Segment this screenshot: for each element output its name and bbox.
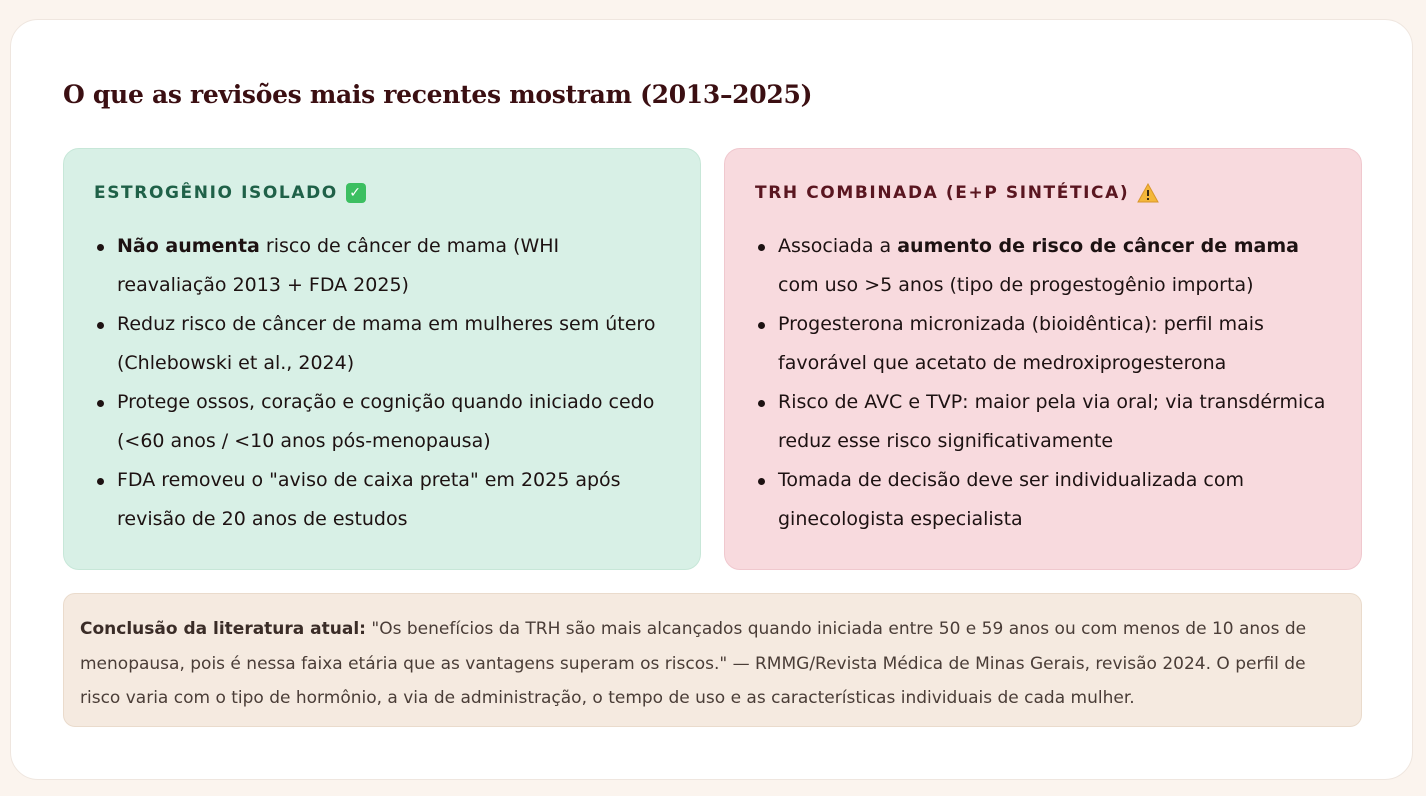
conclusion-label: Conclusão da literatura atual:	[80, 619, 366, 639]
conclusion-text: "Os benefícios da TRH são mais alcançados quando iniciada entre 50 e 59 anos ou com menos de 10 anos de menopausa, pois é nessa faixa etária que as vantagens superam os riscos." — RMMG/Revista Médica de Minas Gerais, revisão 2024. O perfil de risco varia com o tipo de hormônio, a via de administração, o tempo de uso e as características individuais de cada mulher.	[80, 619, 1307, 708]
estrogen-heading-label: ESTROGÊNIO ISOLADO	[94, 183, 338, 203]
estrogen-heading	[94, 183, 670, 203]
combined-heading	[755, 183, 1331, 203]
estrogen-list	[94, 227, 670, 539]
section-title: O que as revisões mais recentes mostram (2013–2025)	[63, 80, 813, 109]
estrogen-panel	[63, 148, 701, 570]
list-item: Risco de AVC e TVP: maior pela via oral; via transdérmica reduz esse risco significativamente	[755, 383, 1331, 461]
check-mark-icon: ✓	[346, 183, 366, 203]
list-item: Tomada de decisão deve ser individualizada com ginecologista especialista	[755, 461, 1331, 539]
list-item: Associada a aumento de risco de câncer de mama com uso >5 anos (tipo de progestogênio importa)	[755, 227, 1331, 305]
conclusion-box	[63, 593, 1362, 727]
list-item: FDA removeu o "aviso de caixa preta" em 2025 após revisão de 20 anos de estudos	[94, 461, 670, 539]
list-item: Reduz risco de câncer de mama em mulheres sem útero (Chlebowski et al., 2024)	[94, 305, 670, 383]
combined-panel	[724, 148, 1362, 570]
list-item: Progesterona micronizada (bioidêntica): perfil mais favorável que acetato de medroxiprogesterona	[755, 305, 1331, 383]
list-item: Protege ossos, coração e cognição quando iniciado cedo (<60 anos / <10 anos pós-menopausa)	[94, 383, 670, 461]
warning-icon	[1137, 183, 1159, 203]
combined-heading-label: TRH COMBINADA (E+P SINTÉTICA)	[755, 183, 1130, 203]
combined-list	[755, 227, 1331, 539]
list-item: Não aumenta risco de câncer de mama (WHI reavaliação 2013 + FDA 2025)	[94, 227, 670, 305]
content-card	[10, 19, 1413, 780]
